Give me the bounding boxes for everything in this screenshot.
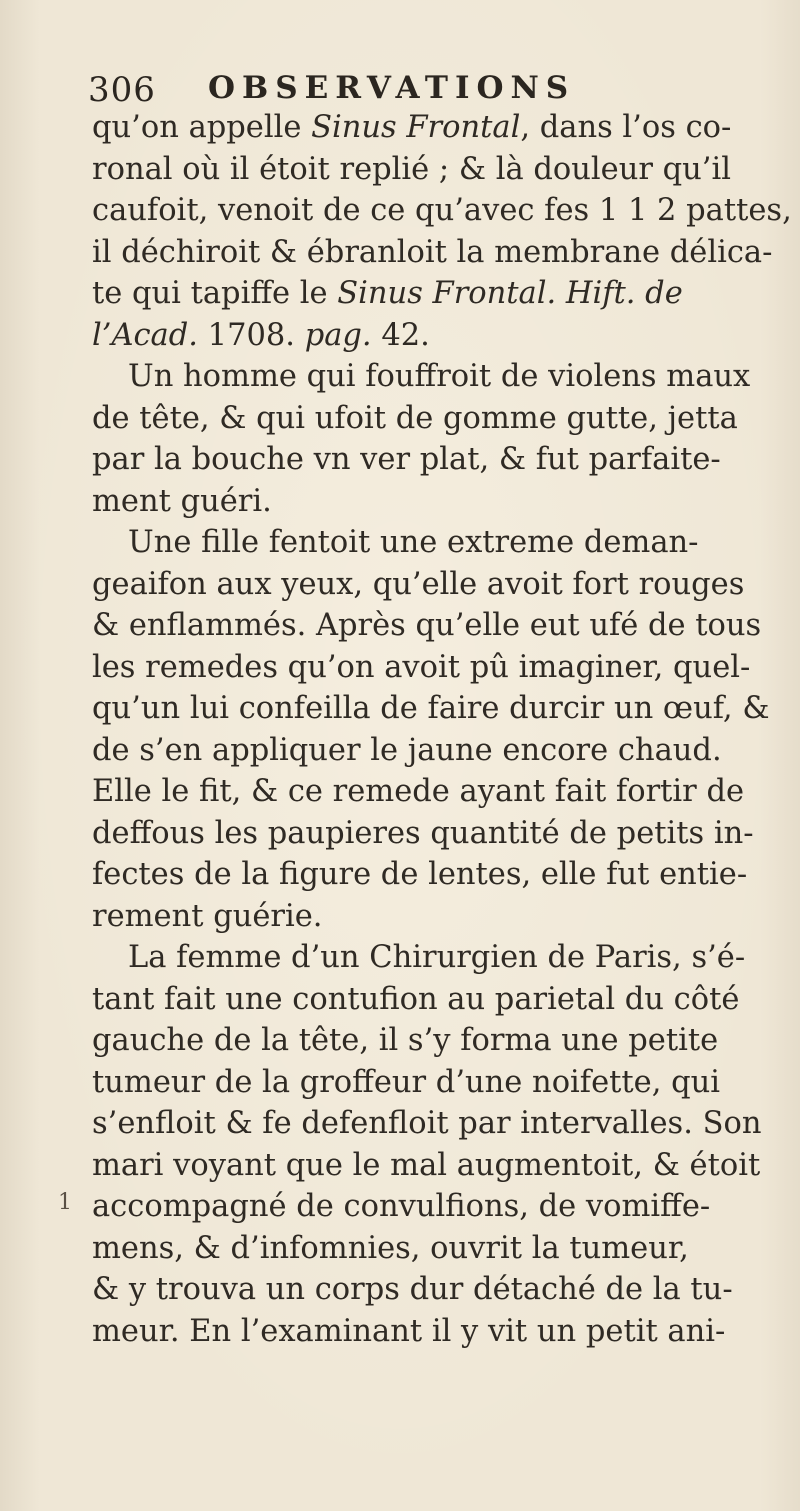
margin-mark: 1 xyxy=(58,1190,72,1215)
text-line: accompagné de convulfions, de vomiffe- xyxy=(92,1189,711,1224)
text-line: gauche de la tête, il s’y forma une petite xyxy=(92,1023,719,1058)
text-line: tumeur de la groffeur d’une noifette, qui xyxy=(92,1064,721,1100)
text-line: de s’en appliquer le jaune encore chaud. xyxy=(92,732,722,768)
text-line: & y trouva un corps dur détaché de la tu- xyxy=(92,1272,733,1307)
text-line: mari voyant que le mal augmentoit, & étoit xyxy=(92,1147,761,1183)
text-line: meur. En l’examinant il y vit un petit ani- xyxy=(92,1313,726,1349)
page-number: 306 xyxy=(88,70,156,110)
text-line: il déchiroit & ébranloit la membrane délica- xyxy=(92,234,773,270)
text-line: ment guéri. xyxy=(92,483,272,519)
text-line: ronal où il étoit replié ; & là douleur qu’il xyxy=(92,151,731,187)
text-line: rement guérie. xyxy=(92,898,323,934)
text-line: te qui tapiffe le Sinus Frontal. Hift. de xyxy=(92,276,683,311)
body-text xyxy=(92,107,792,1352)
paragraph-start-line: La femme d’un Chirurgien de Paris, s’é- xyxy=(128,940,746,975)
text-line: caufoit, venoit de ce qu’avec fes 1 1 2 pattes, xyxy=(92,193,792,228)
text-line: s’enfloit & fe defenfloit par intervalles. Son xyxy=(92,1106,762,1141)
text-line: tant fait une contufion au parietal du côté xyxy=(92,981,740,1017)
text-line: geaifon aux yeux, qu’elle avoit fort rouges xyxy=(92,566,745,602)
text-line: qu’on appelle Sinus Frontal, dans l’os co- xyxy=(92,110,732,145)
paragraph-start-line: Un homme qui fouffroit de violens maux xyxy=(128,359,751,394)
text-line: Elle le fit, & ce remede ayant fait fortir de xyxy=(92,774,745,809)
text-line: deffous les paupieres quantité de petits in- xyxy=(92,815,754,851)
text-line: mens, & d’infomnies, ouvrit la tumeur, xyxy=(92,1230,689,1266)
text-line: & enflammés. Après qu’elle eut ufé de tous xyxy=(92,608,762,643)
text-line: les remedes qu’on avoit pû imaginer, quel- xyxy=(92,649,751,685)
text-line: de tête, & qui ufoit de gomme gutte, jetta xyxy=(92,400,738,436)
text-line: par la bouche vn ver plat, & fut parfaite- xyxy=(92,442,721,477)
text-line: qu’un lui confeilla de faire durcir un œuf, & xyxy=(92,691,770,726)
text-line: fectes de la figure de lentes, elle fut entie- xyxy=(92,857,748,892)
running-head: OBSERVATIONS xyxy=(208,70,576,106)
paragraph-start-line: Une fille fentoit une extreme deman- xyxy=(128,525,699,560)
text-line: l’Acad. 1708. pag. 42. xyxy=(92,317,430,353)
